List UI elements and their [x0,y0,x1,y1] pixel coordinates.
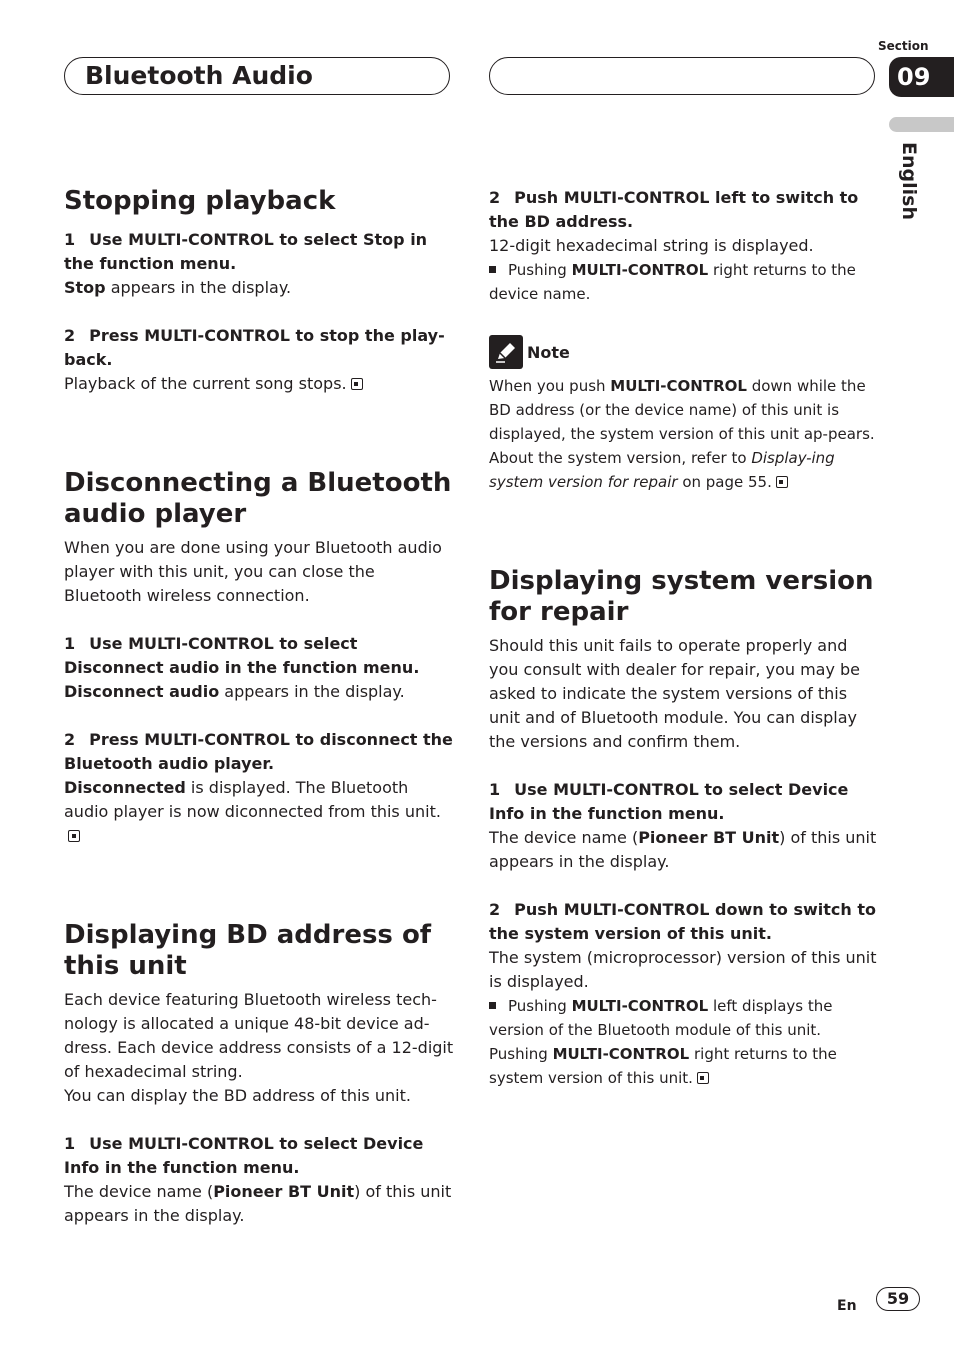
end-mark-icon [776,476,788,488]
step-sv-2-result: The system (microprocessor) version of this unit is displayed. [489,948,877,991]
system-version-intro: Should this unit fails to operate properly and you consult with dealer for repair, you may be asked to indicate the system versions of this unit and of Bluetooth module. You can display the versions and confirm them. [489,636,861,751]
left-column [64,186,454,1228]
footer-language: En [837,1298,857,1314]
step-disconnect-2-result: Disconnected is displayed. The Bluetooth audio player is now diconnected from this unit. [64,776,454,848]
language-label: English [898,142,920,220]
step-disconnect-1-result: Disconnect audio appears in the display. [64,682,405,701]
end-mark-icon [351,378,363,390]
step-stop-2-result: Playback of the current song stops. [64,372,454,396]
note-header [489,335,879,369]
heading-bd-address: Displaying BD address of this unit [64,920,432,981]
step-stop-1-result: Stop appears in the display. [64,278,292,297]
end-mark-icon [697,1072,709,1084]
step-bd-2-bullet: Pushing MULTI-CONTROL right returns to the device name. [489,261,856,303]
step-bd-1-result: The device name (Pioneer BT Unit) of this unit appears in the display. [64,1182,452,1225]
step-stop-2: 2 Press MULTI-CONTROL to stop the play-back. [64,326,445,369]
step-sv-2-bullet-cont: Pushing MULTI-CONTROL right returns to the system version of this unit. [489,1045,837,1087]
right-column [489,186,879,1090]
step-bd-2: 2 Push MULTI-CONTROL left to switch to the BD address. [489,188,859,231]
note-title: Note [527,342,570,362]
step-sv-1: 1 Use MULTI-CONTROL to select Device Info in the function menu. [489,780,849,823]
note-pencil-icon [489,335,523,369]
step-bd-1: 1 Use MULTI-CONTROL to select Device Info in the function menu. [64,1134,424,1177]
section-label: Section [878,39,929,53]
header-title: Bluetooth Audio [85,61,313,90]
heading-system-version: Displaying system version for repair [489,566,874,627]
step-sv-2: 2 Push MULTI-CONTROL down to switch to the system version of this unit. [489,900,876,943]
note-text: When you push MULTI-CONTROL down while the BD address (or the device name) of this unit is displayed, the system version of this unit ap-pears. About the system version, refer to Display-ing system version for repair on page 55. [489,377,875,491]
section-number-tab: 09 [889,57,954,97]
end-mark-icon [68,830,80,842]
bd-intro-1: Each device featuring Bluetooth wireless tech-nology is allocated a unique 48-bit device ad-dress. Each device address consists of a 12-digit of hexadecimal string. [64,990,454,1081]
disconnect-intro: When you are done using your Bluetooth audio player with this unit, you can close the Bluetooth wireless connection. [64,538,442,605]
heading-stopping-playback: Stopping playback [64,186,336,216]
step-sv-2-bullet: Pushing MULTI-CONTROL left displays the version of the Bluetooth module of this unit. [489,997,833,1039]
step-bd-2-result: 12-digit hexadecimal string is displayed. [489,236,814,255]
header-title-box [64,57,450,95]
bullet-icon [489,266,496,273]
step-stop-1: 1 Use MULTI-CONTROL to select Stop in the function menu. [64,230,428,273]
header-empty-box [489,57,875,95]
bd-intro-2: You can display the BD address of this unit. [64,1086,411,1105]
heading-disconnecting: Disconnecting a Bluetooth audio player [64,468,452,529]
bullet-icon [489,1002,496,1009]
step-disconnect-1: 1 Use MULTI-CONTROL to select Disconnect audio in the function menu. [64,634,420,677]
step-disconnect-2: 2 Press MULTI-CONTROL to disconnect the Bluetooth audio player. [64,730,453,773]
page-number: 59 [876,1287,920,1311]
step-sv-1-result: The device name (Pioneer BT Unit) of this unit appears in the display. [489,828,877,871]
language-tab [889,117,954,132]
